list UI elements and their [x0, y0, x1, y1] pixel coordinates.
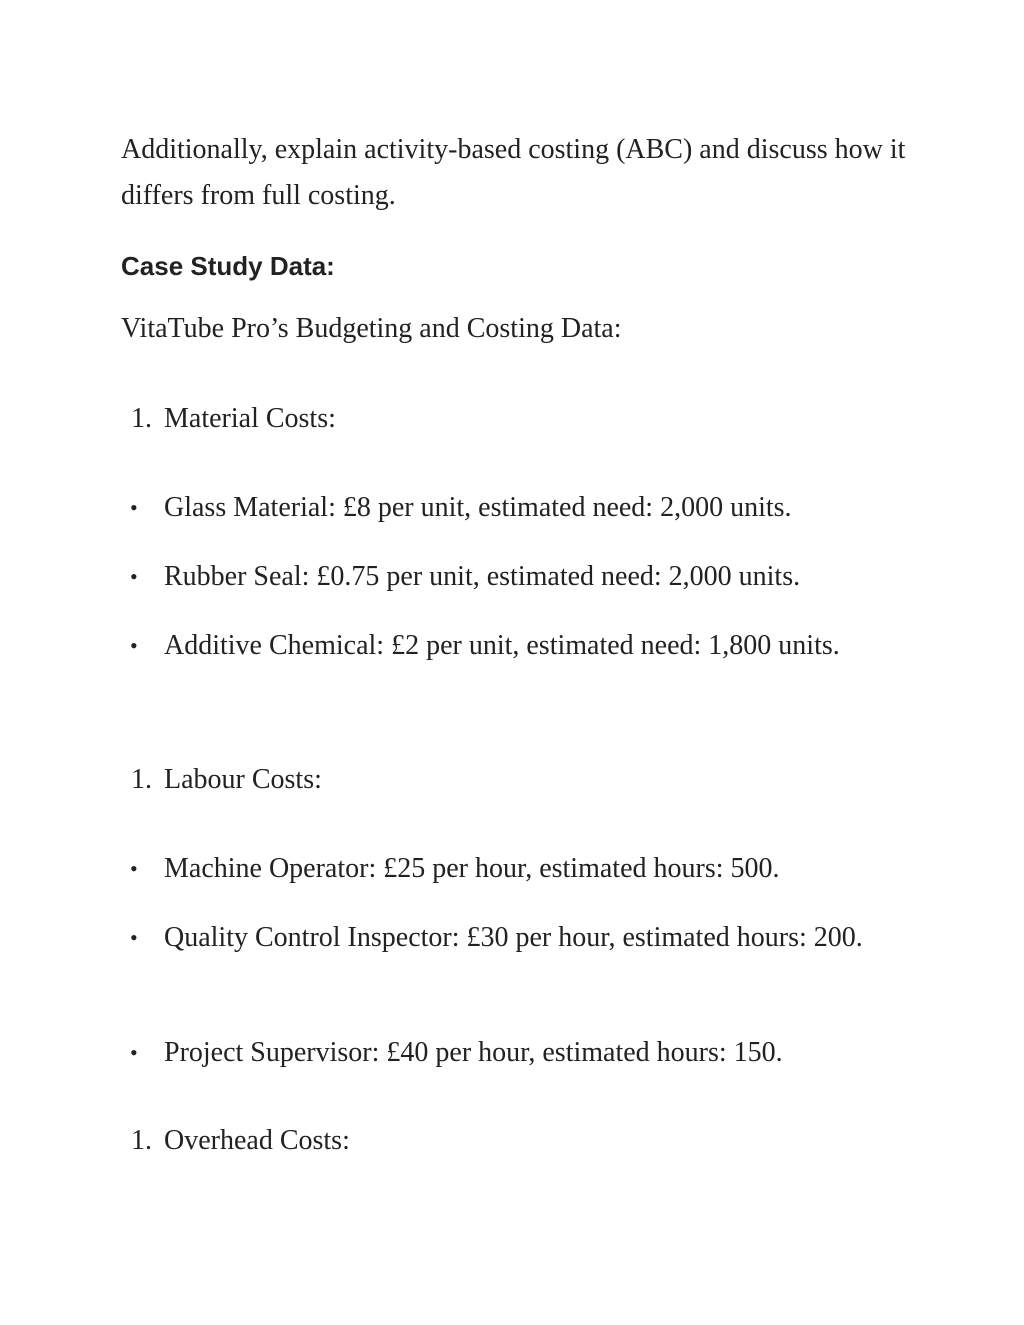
section-title: Overhead Costs: — [164, 1125, 350, 1156]
bullet-icon: • — [130, 564, 138, 589]
section-number: 1. — [131, 1125, 152, 1156]
list-item — [121, 623, 911, 669]
bullet-icon: • — [130, 495, 138, 520]
section-number: 1. — [131, 403, 152, 434]
section-labour-costs — [121, 757, 911, 803]
section-title: Labour Costs: — [164, 764, 322, 795]
bullet-icon: • — [130, 925, 138, 950]
list-item — [121, 485, 911, 531]
list-item — [121, 1030, 911, 1076]
budget-subtitle: VitaTube Pro’s Budgeting and Costing Data: — [121, 313, 622, 344]
intro-paragraph: Additionally, explain activity-based costing (ABC) and discuss how it differs from full costing. — [121, 134, 906, 211]
list-item-text: Additive Chemical: £2 per unit, estimated need: 1,800 units. — [164, 630, 840, 661]
bullet-icon: • — [130, 633, 138, 658]
list-item-text: Glass Material: £8 per unit, estimated need: 2,000 units. — [164, 492, 792, 523]
section-overhead-costs — [121, 1118, 911, 1164]
section-title: Material Costs: — [164, 403, 336, 434]
bullet-icon: • — [130, 856, 138, 881]
bullet-icon: • — [130, 1040, 138, 1065]
list-item — [121, 554, 911, 600]
case-study-heading: Case Study Data: — [121, 251, 335, 281]
section-number: 1. — [131, 764, 152, 795]
list-item-text: Machine Operator: £25 per hour, estimated hours: 500. — [164, 853, 780, 884]
list-item-text: Quality Control Inspector: £30 per hour, estimated hours: 200. — [164, 922, 863, 953]
section-material-costs — [121, 396, 911, 442]
list-item — [121, 846, 911, 892]
list-item-text: Rubber Seal: £0.75 per unit, estimated need: 2,000 units. — [164, 561, 801, 592]
list-item-text: Project Supervisor: £40 per hour, estimated hours: 150. — [164, 1037, 783, 1068]
list-item — [121, 915, 911, 961]
